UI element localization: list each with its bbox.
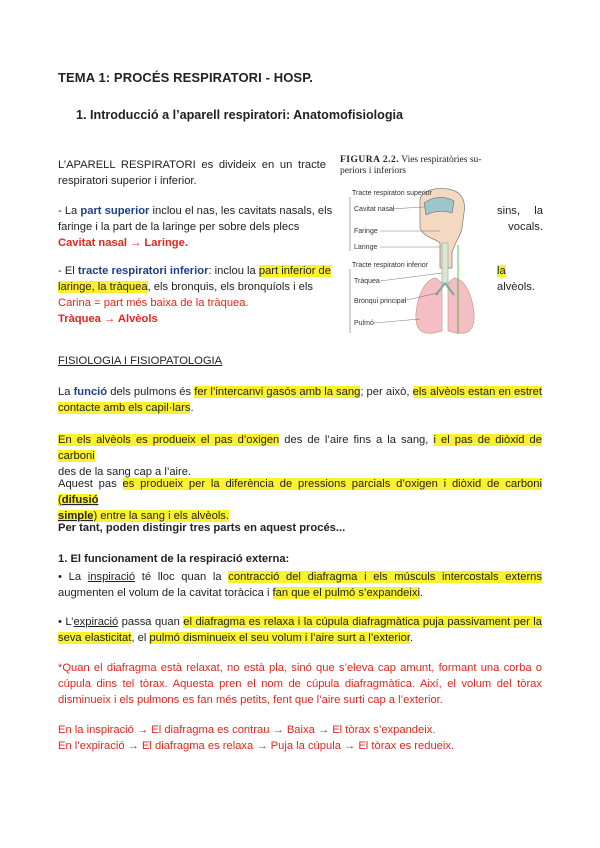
text: .	[419, 587, 424, 599]
label-upper-tract: Tracte respiratori superior	[352, 190, 432, 197]
highlight: pulmó disminueix el seu volum i l’aire surt a l’exterior	[149, 632, 410, 644]
expiration-term: expiració	[73, 616, 119, 628]
highlight: fan que el pulmó s’expandeixi	[272, 587, 420, 599]
highlight: es produeix per la diferència de pressions parcials d’oxigen i diòxid de carboni (	[58, 478, 542, 506]
text: dels pulmons és	[107, 386, 195, 398]
highlight: i el pas de diòxid de carboni	[58, 434, 543, 462]
upper-tract-term: part superior	[80, 205, 150, 217]
function-term: funció	[73, 386, 108, 398]
highlight: part inferior de	[258, 265, 331, 277]
highlight: En els alvèols es produeix el pas d’oxigen	[58, 434, 280, 446]
page-title: TEMA 1: PROCÉS RESPIRATORI - HOSP.	[58, 70, 314, 85]
intro-line: respiratori superior i inferior.	[58, 175, 197, 187]
label-nasal-cavity: Cavitat nasal	[354, 206, 395, 213]
label-lung: Pulmó	[354, 320, 374, 327]
section-heading: 1. Introducció a l’aparell respiratori: Anatomofisiologia	[76, 108, 404, 122]
text: faringe i la part de la laringe per sobre dels plecs	[58, 221, 300, 233]
text: cúpula dins tel tòrax. Aquesta pren el nom de cúpula diafragmàtica. Així, el volum del tòrax	[58, 678, 542, 690]
text: *Quan el diafragma està relaxat, no està pla, sinó que s’eleva cap amunt, formant una corba o	[58, 662, 542, 674]
function-paragraph	[58, 384, 542, 416]
inspiration-term: inspiració	[87, 571, 136, 583]
label-lower-tract: Tracte respiratori inferior	[352, 262, 428, 269]
leader-line	[390, 207, 424, 209]
label-pharynx: Faringe	[354, 228, 378, 235]
highlight: el diafragma es relaxa i la cúpula diafragmàtica puja passivament per la	[183, 616, 542, 628]
text: , el	[131, 632, 150, 644]
text: té lloc quan la	[135, 571, 229, 583]
text: : inclou la	[208, 265, 259, 277]
text: , els bronquis, els bronquíols i els	[147, 281, 313, 293]
text: alvèols.	[497, 281, 535, 293]
text: disminueix i els pulmons es fan més petits, fent que l’aire surti cap a l’exterior.	[58, 694, 443, 706]
upper-tract-paragraph	[58, 203, 333, 251]
oxygen-paragraph	[58, 432, 542, 480]
left-lung-shape	[416, 278, 442, 333]
text: vocals.	[508, 221, 543, 233]
highlight: els alvèols estan en estret	[412, 386, 542, 398]
label-main-bronchus: Bronqui principal	[354, 298, 407, 305]
highlight: seva elasticitat	[58, 632, 132, 644]
expiration-paragraph	[58, 614, 542, 646]
lower-tract-paragraph	[58, 263, 331, 327]
summary-lines	[58, 722, 542, 754]
text: .	[409, 632, 414, 644]
text: passa quan	[118, 616, 184, 628]
text: • La	[58, 571, 88, 583]
text: - El	[58, 265, 78, 277]
text: Aquest pas	[58, 478, 123, 490]
text: • L’	[58, 616, 74, 628]
text: .	[190, 402, 194, 414]
external-respiration-heading: 1. El funcionament de la respiració externa:	[58, 553, 290, 565]
inspiration-paragraph	[58, 569, 542, 601]
text: augmenten el volum de la cavitat toràcica i	[58, 587, 273, 599]
text: La	[58, 386, 74, 398]
respiratory-figure	[340, 155, 510, 340]
right-lung-shape	[448, 278, 474, 333]
leader-line	[374, 319, 420, 323]
label-larynx: Laringe	[354, 244, 378, 251]
carina-note: Carina = part més baixa de la tràquea.	[58, 297, 249, 309]
lower-tract-summary: Tràquea → Alvèols	[58, 313, 158, 325]
intro-paragraph	[58, 157, 326, 189]
inspiration-summary: En la inspiració → El diafragma es contrau → Baixa → El tòrax s’expandeix.	[58, 724, 436, 736]
trachea-shape	[442, 243, 448, 283]
diffusion-paragraph	[58, 476, 542, 524]
highlight: ) entre la sang i els alvèols.	[93, 510, 230, 522]
highlight: laringe, la tràquea	[58, 281, 148, 293]
diaphragm-note	[58, 660, 542, 708]
text: sins, la	[497, 205, 543, 217]
text: inclou el nas, les cavitats nasals, els	[149, 205, 333, 217]
diffusion-term: simple	[58, 510, 94, 522]
figure-label: FIGURA 2.2.	[340, 155, 400, 165]
lower-tract-term: tracte respiratori inferior	[77, 265, 209, 277]
figure-caption	[340, 155, 510, 177]
highlight: contacte amb els capil·lars	[58, 402, 191, 414]
text: des de la sang cap a l’aire.	[58, 466, 192, 478]
text: - La	[58, 205, 81, 217]
diffusion-term: difusió	[61, 494, 99, 506]
expiration-summary: En l’expiració → El diafragma es relaxa → Puja la cúpula → El tòrax es redueix.	[58, 740, 455, 752]
respiratory-diagram	[340, 183, 510, 343]
text: ; per això,	[360, 386, 413, 398]
text: Vies respiratòries su-	[399, 155, 482, 165]
upper-tract-summary: Cavitat nasal → Laringe.	[58, 237, 188, 249]
highlight: contracció del diafragma i els músculs intercostals externs	[228, 571, 542, 583]
physiology-heading: FISIOLOGIA I FISIOPATOLOGIA	[58, 355, 223, 367]
text: des de l’aire fins a la sang,	[279, 434, 434, 446]
intro-line: L’APARELL RESPIRATORI es divideix en un tracte	[58, 159, 326, 171]
text: periors i inferiors	[340, 166, 406, 176]
highlight: la	[497, 265, 506, 277]
highlight: fer l’intercanvi gasós amb la sang	[194, 386, 361, 398]
label-trachea: Tràquea	[354, 278, 380, 285]
three-parts-line: Per tant, poden distingir tres parts en aquest procés...	[58, 522, 346, 534]
